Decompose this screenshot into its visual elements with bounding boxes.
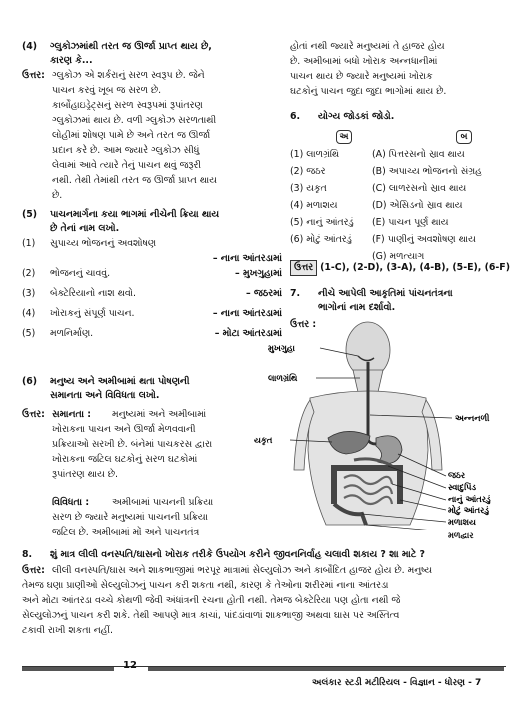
q5-title-line1: પાચનમાર્ગના કયા ભાગમાં નીચેની ક્રિયા થાય bbox=[50, 209, 220, 220]
q6-similarity-line: મનુષ્યમાં અને અમીબામાં bbox=[112, 409, 207, 420]
q8-answer-line: અને મોટા આંતરડા વચ્ચે કોથળી જેવી અંધાંત્રની રચના હોતી નથી. તેમજ બેક્ટેરિયા પણ હોતા નથી જે bbox=[22, 595, 401, 606]
q7-title-line2: ભાગોનાં નામ દર્શાવો. bbox=[318, 302, 396, 313]
q8-answer-line: સેલ્યુલોઝનું પાચન કરી શકે. તેથી આપણે માત્ર કાચાં, પાંદડાંવાળાં શાકભાજી અથવા ઘાસ પર અસ્તિત્વ bbox=[22, 610, 400, 621]
q8-answer-line: ટકાવી રાખી શકતા નહીં. bbox=[22, 625, 114, 636]
q7-answer-label: ઉત્તર : bbox=[290, 319, 317, 330]
footer-left-bar bbox=[22, 667, 114, 671]
q8-answer-line: લીલી વનસ્પતિ/ઘાસ અને શાકભાજીમાં ભરપૂર માત્રામાં સેલ્યુલોઝ અને કાર્બોદિત હાજર હોય છે. મનુષ્ય bbox=[52, 565, 433, 576]
q4-answer-line: ગ્લુકોઝમાં થાય છે. વળી ગ્લુકોઝ સરળતાથી bbox=[52, 115, 217, 126]
digestive-system-diagram bbox=[250, 320, 510, 530]
q6-similarity-label: સમાનતા : bbox=[52, 409, 92, 420]
q6-title-line2: સમાનતા અને વિવિધતા લખો. bbox=[50, 390, 160, 401]
q5-item-text: ખોરાકનું સંપૂર્ણ પાચન. bbox=[50, 308, 135, 319]
q5-item-number: (3) bbox=[22, 288, 36, 299]
match-item-b: (A) પિત્તરસનો સ્રાવ થાય bbox=[372, 149, 465, 160]
continued-line: હોતાં નથી જ્યારે મનુષ્યમાં તે હાજર હોય bbox=[290, 41, 445, 52]
label-liver: યકૃત bbox=[254, 435, 273, 445]
label-large-intestine: મોટું આંતરડું bbox=[448, 505, 489, 515]
q4-answer-line: પ્રદાન કરે છે. આમ જ્યારે ગ્લુકોઝ સીધું bbox=[52, 145, 200, 156]
q7-number: 7. bbox=[290, 288, 301, 299]
q6b-title: યોગ્ય જોડકાં જોડો. bbox=[318, 111, 395, 122]
q8-answer-label: ઉત્તર: bbox=[22, 565, 45, 576]
q6-similarity-line: ખોરાકના પાચન અને ઊર્જા મેળવવાની bbox=[52, 424, 196, 435]
q5-item-text: બેક્ટેરિયાનો નાશ થવો. bbox=[50, 288, 136, 299]
q5-item-number: (2) bbox=[22, 268, 36, 279]
label-stomach: જઠર bbox=[448, 470, 466, 480]
q5-item-answer: – મુખગુહામાં bbox=[235, 268, 282, 279]
q5-item bbox=[22, 307, 282, 321]
match-item-a: (3) યકૃત bbox=[290, 183, 327, 194]
q4-answer-line: લોહીમાં શોષણ પામે છે અને તરત જ ઊર્જા bbox=[52, 130, 211, 141]
q4-answer-line: લેવામાં આવે ત્યારે તેનું પાચન થવું જરૂરી bbox=[52, 160, 202, 171]
q8-question: શું માત્ર લીલી વનસ્પતિ/ઘાસનો ખોરાક તરીકે ઉપયોગ કરીને જીવનનિર્વાહ ચલાવી શકાય ? શા માટે ? bbox=[50, 549, 425, 560]
q5-item bbox=[22, 237, 282, 264]
match-item-b: (E) પાચન પૂર્ણ થાય bbox=[372, 217, 449, 228]
match-item-b: (F) પાણીનું અવશોષણ થાય bbox=[372, 234, 476, 245]
match-item-b: (G) મળત્યાગ bbox=[372, 251, 425, 262]
q5-item bbox=[22, 287, 282, 301]
q4-number: (4) bbox=[22, 41, 38, 52]
q4-answer-line: પાચન કરવું ખૂબ જ સરળ છે. bbox=[52, 85, 162, 96]
label-salivary-gland: લાળગ્રંથિ bbox=[268, 373, 298, 383]
label-rectum: મળાશય bbox=[448, 517, 476, 527]
match-item-a: (6) મોટું આંતરડું bbox=[290, 234, 352, 245]
q4-answer-line: છે. bbox=[52, 190, 63, 201]
continued-line: પાચન થાય છે જ્યારે મનુષ્યમાં ખોરાક bbox=[290, 71, 433, 82]
match-item-b: (C) લાળરસનો સ્રાવ થાય bbox=[372, 183, 467, 194]
q5-item-number: (1) bbox=[22, 238, 36, 249]
q6-difference-line: અમીબામાં પાચનની પ્રક્રિયા bbox=[112, 497, 214, 508]
match-item-b: (B) અપાચ્ય ભોજનનો સંગ્રહ bbox=[372, 166, 482, 177]
q6b-answer bbox=[290, 260, 510, 276]
label-esophagus: અન્નનળી bbox=[455, 413, 490, 423]
q5-item-text: ભોજનનું ચાવવું. bbox=[50, 268, 111, 279]
column-a-header: અ bbox=[336, 130, 352, 144]
q7-title-line1: નીચે આપેલી આકૃતિમાં પાંચનતંત્રના bbox=[318, 288, 453, 299]
q8-number: 8. bbox=[22, 549, 33, 560]
q6b-number: 6. bbox=[290, 111, 301, 122]
label-small-intestine: નાનું આંતરડું bbox=[448, 494, 491, 504]
q6-number: (6) bbox=[22, 376, 38, 387]
page-number: 12 bbox=[123, 660, 137, 671]
q6-title-line1: મનુષ્ય અને અમીબામાં થતા પોષણની bbox=[50, 376, 190, 387]
q5-item-answer: – મોટા આંતરડામાં bbox=[214, 328, 282, 339]
match-item-a: (5) નાનું આંતરડું bbox=[290, 217, 354, 228]
label-pancreas: સ્વાદુપિંડ bbox=[448, 482, 477, 492]
q6-difference-label: વિવિધતા : bbox=[52, 497, 90, 508]
q5-title-line2: છે તેનાં નામ લખો. bbox=[50, 223, 120, 234]
q6-similarity-line: પ્રક્રિયાઓ સરખી છે. બંનેમાં પાચકરસ દ્વારા bbox=[52, 439, 213, 450]
q4-answer-label: ઉત્તર: bbox=[22, 70, 45, 81]
continued-line: ઘટકોનું પાચન જુદા જુદા ભાગોમાં થાય છે. bbox=[290, 86, 447, 97]
match-item-a: (2) જઠર bbox=[290, 166, 326, 177]
q4-answer-line: નથી. તેથી તેમાંથી તરત જ ઊર્જા પ્રાપ્ત થાય bbox=[52, 175, 217, 186]
q4-title-line1: ગ્લુકોઝમાંથી તરત જ ઊર્જા પ્રાપ્ત થાય છે, bbox=[50, 41, 212, 52]
match-item-b: (D) એસિડનો સ્રાવ થાય bbox=[372, 200, 463, 211]
column-b-header: બ bbox=[456, 130, 472, 144]
q6-difference-line: સરળ છે જ્યારે મનુષ્યમાં પાચનની પ્રક્રિયા bbox=[52, 512, 208, 523]
q4-title-line2: કારણ કે... bbox=[50, 55, 93, 66]
q4-answer-line: કાર્બોહાઇડ્રેટ્સનું સરળ સ્વરૂપમાં રૂપાંતરણ bbox=[52, 100, 203, 111]
q6-difference-line: જટિલ છે. અમીબામાં મોં અને પાચનતંત્ર bbox=[52, 527, 200, 538]
q5-item-text: મળનિર્માણ. bbox=[50, 328, 94, 339]
q5-item bbox=[22, 267, 282, 281]
q5-item-answer: – નાના આંતરડામાં bbox=[212, 308, 282, 319]
q6b-answer-label: ઉત્તર bbox=[290, 260, 317, 276]
match-item-a: (4) મળાશય bbox=[290, 200, 338, 211]
q5-item-number: (4) bbox=[22, 308, 36, 319]
continued-line: છે. અમીબામાં બધો ખોરાક અન્નધાનીમાં bbox=[290, 56, 438, 67]
q6-similarity-line: ખોરાકના જટિલ ઘટકોનું સરળ ઘટકોમાં bbox=[52, 454, 198, 465]
label-mouth: મુખગુહા bbox=[268, 343, 295, 353]
q5-item-answer: – જઠરમાં bbox=[245, 288, 282, 299]
q5-item bbox=[22, 327, 282, 341]
match-item-a: (1) લાળગ્રંથિ bbox=[290, 149, 340, 160]
q6-answer-label: ઉત્તર: bbox=[22, 409, 45, 420]
q5-item-number: (5) bbox=[22, 328, 36, 339]
footer-title: અલંકાર સ્ટડી મટીરિયલ - વિજ્ઞાન - ધોરણ - 7 bbox=[312, 678, 482, 688]
label-anus: મળદ્વાર bbox=[448, 530, 474, 540]
q8-answer-line: તેમજ ઘણા પ્રાણીઓ સેલ્યુલોઝનું પાચન કરી શકતા નથી, કારણ કે તેઓના શરીરમાં નાના આંતરડા bbox=[22, 580, 389, 591]
q6-similarity-line: રૂપાંતરણ થાય છે. bbox=[52, 469, 118, 480]
footer-right-bar bbox=[148, 667, 504, 671]
q5-item-text: સુપાચ્ય ભોજનનું અવશોષણ bbox=[50, 238, 157, 249]
q6b-answer-text: (1-C), (2-D), (3-A), (4-B), (5-E), (6-F) bbox=[320, 262, 510, 273]
q5-item-answer: – નાના આંતરડામાં bbox=[212, 253, 282, 264]
q4-answer-line: ગ્લુકોઝ એ શર્કરાનું સરળ સ્વરૂપ છે. જેને bbox=[52, 70, 205, 81]
q5-number: (5) bbox=[22, 209, 38, 220]
